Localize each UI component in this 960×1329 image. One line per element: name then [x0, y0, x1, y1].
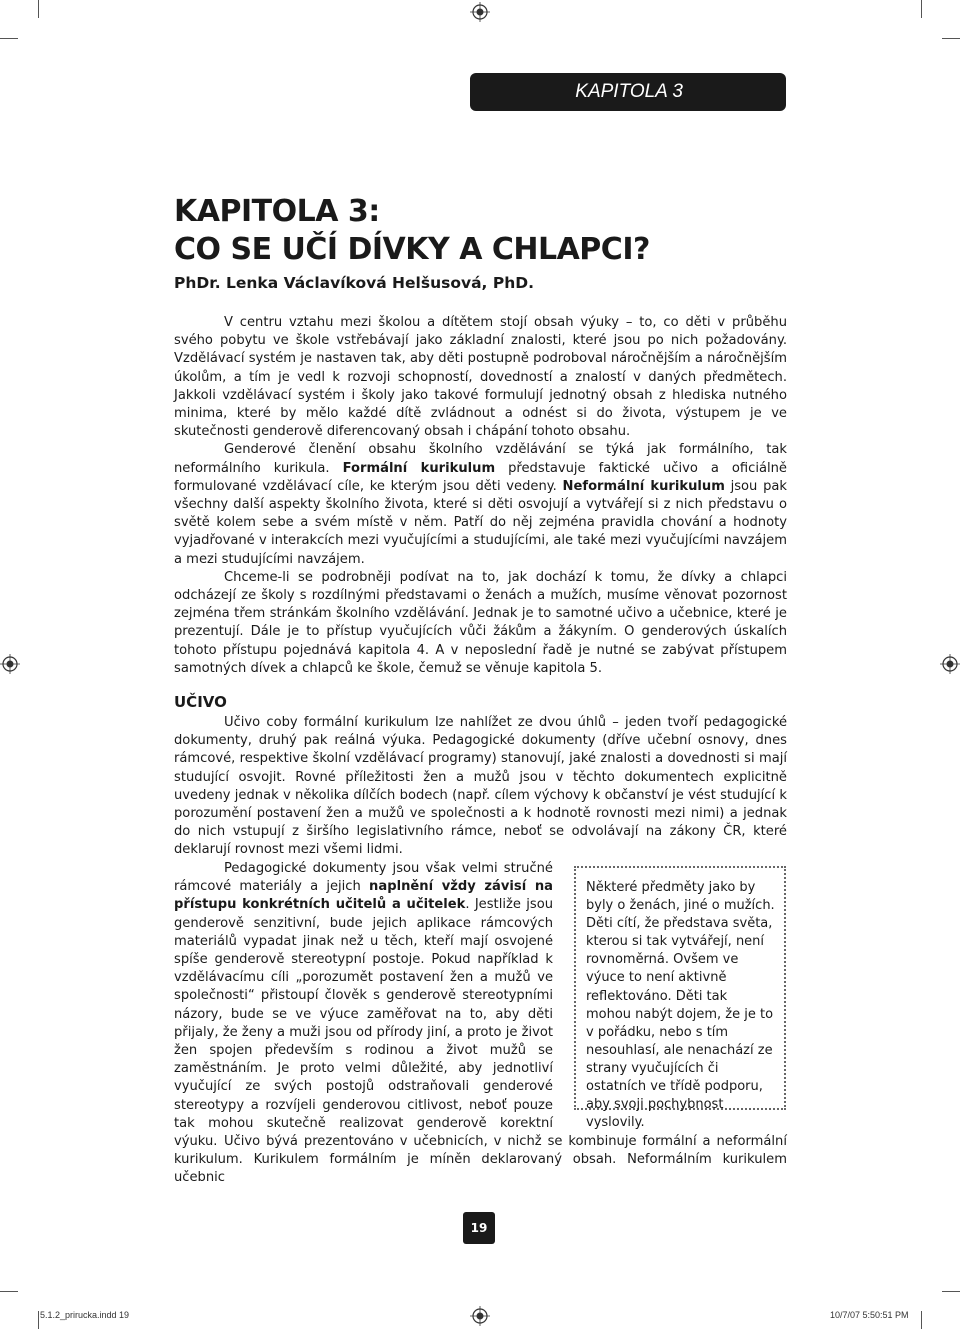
- chapter-title-line: CO SE UČÍ DÍVKY A CHLAPCI?: [174, 232, 650, 267]
- text-run: Genderové členění obsahu školního vzdělávání se týká jak formálního, tak neformálního kurikula.: [174, 442, 787, 476]
- paragraph: [174, 860, 553, 1151]
- registration-mark-icon: [0, 654, 20, 674]
- crop-mark: [0, 38, 18, 39]
- crop-mark: [942, 1291, 960, 1292]
- crop-mark: [942, 38, 960, 39]
- registration-mark-icon: [940, 654, 960, 674]
- paragraph: Učivo bývá prezentováno v učebnicích, v nichž se kombinuje formální a neformální kurikulum. Kurikulem formálním je míněn deklarovaný obsah. Neformálním kurikulem učebnic: [174, 1134, 787, 1186]
- section-text-narrow: [174, 860, 553, 1151]
- section-heading: UČIVO: [174, 693, 227, 711]
- crop-mark: [921, 1311, 922, 1329]
- paragraph: V centru vztahu mezi školou a dítětem stojí obsah výuky – to, co děti v průběhu svého pobytu ve škole vstřebávají jako základní znalosti, které jsou po nich požadovány. Vzdělávací systém je nastaven tak, aby děti postupně podroboval náročnějším a náročnějším úkolům, a tím je vedl k rozvoji schopností, dovedností a znalostí v daných předmětech. Jakkoli vzdělávací systém i školy jako takové formulují jednotný obsah z hlediska nutného minima, které by mělo každé dítě zvládnout a odnést si do života, výstupem je ve skutečnosti genderově diferencovaný obsah i chápání tohoto obsahu.: [174, 315, 787, 440]
- text-run: představuje faktické učivo a oficiálně formulované vzdělávací cíle, ke kterým jsou děti vedeny.: [174, 460, 787, 494]
- crop-mark: [0, 1291, 18, 1292]
- section-text: [174, 714, 787, 860]
- bold-term: naplnění vždy závisí na přístupu konkrétních učitelů a učitelek: [174, 879, 553, 913]
- registration-mark-icon: [470, 2, 490, 22]
- slug-file: 5.1.2_prirucka.indd 19: [40, 1310, 130, 1320]
- paragraph: Učivo coby formální kurikulum lze nahlížet ze dvou úhlů – jeden tvoří pedagogické dokumenty, druhý pak reálná výuka. Pedagogické dokumenty (dříve učební osnovy, dnes rámcové, respektive školní vzdělávací programy) stanovují, jaké znalosti a dovednosti si mají studující osvojit. Rovné příležitosti žen a mužů jsou v těchto dokumentech explicitně uvedeny jednak v několika dílčích bodech (např. cílem výchovy k občanství je vést studující k porozumění postavení žen a mužů ve společnosti a k hodnotě rovnosti mezi nimi) a jednak do nich vstupují z širšího legislativního rámce, neboť se odvolávají na zákony ČR, které deklarují rovnost mezi všemi lidmi.: [174, 715, 787, 858]
- text-run: jsou pak všechny další aspekty školního života, které si děti osvojují a vytvářejí si z nich představu o světě kolem sebe a svém místě v něm. Patří do něj zejména pravidla chování a hodnoty vyjadřované v interakcích mezi vyučujícími a studujícími, ale také mezi vyučujícími navzájem a mezi studujícími navzájem.: [174, 478, 787, 567]
- callout-box: [574, 866, 786, 1131]
- slug-date: 10/7/07 5:50:51 PM: [830, 1310, 909, 1320]
- registration-mark-icon: [470, 1306, 490, 1326]
- bold-term: Formální kurikulum: [342, 460, 496, 476]
- intro-text: [174, 314, 787, 678]
- bold-term: Neformální kurikulum: [562, 478, 725, 494]
- paragraph: Chceme-li se podrobněji podívat na to, jak dochází k tomu, že dívky a chlapci odcházejí ze školy s rozdílnými představami o ženách a mužích, musíme věnovat pozornost zejména třem stránkám školního vzdělávání. Jednak je to samotné učivo a učebnice, které je prezentují. Dále je to přístup vyučujících vůči žákům a žákyním. O genderových úskalích tohoto přístupu pojednává kapitola 4. A v neposlední řadě je nutné se zabývat přístupem samotných dívek a chlapců ke škole, čemuž se věnuje kapitola 5.: [174, 569, 787, 676]
- text-run: . Jestliže jsou genderově senzitivní, bude jejich aplikace rámcových materiálů vypadat jinak než u těch, kteří mají osvojené spíše genderově stereotypní postoje. Pokud například k vzdělávacímu cíli „porozumět postavení žen a mužů ve společnosti“ přistoupí člověk s genderově stereotypními názory, bude se ve výuce zaměřovat na to, aby děti přijaly, že ženy a muži jsou od přírody jiní, a proto je život žen spojen především s rodinou a život mužů se zaměstnáním. Je proto velmi důležité, aby jednotliví vyučující ze svých postojů odstraňovali genderové stereotypy a rozvíjeli genderovou citlivost, neboť pouze tak mohou skutečně realizovat genderově korektní výuku.: [174, 897, 553, 1150]
- text-run: Pedagogické dokumenty jsou však velmi stručné rámcové materiály a jejich: [174, 861, 553, 895]
- crop-mark: [38, 1311, 39, 1329]
- author-line: PhDr. Lenka Václavíková Helšusová, PhD.: [174, 274, 534, 292]
- chapter-title-line: KAPITOLA 3:: [174, 194, 380, 229]
- crop-mark: [921, 0, 922, 18]
- paragraph: [174, 441, 787, 568]
- chapter-title: [174, 193, 794, 269]
- callout-text: Některé předměty jako by byly o ženách, jiné o mužích. Děti cítí, že představa světa, kterou si tak vytvářejí, není rovnoměrná. Ovšem ve výuce to není aktivně reflektováno. Děti tak mohou nabýt dojem, že je to v pořádku, nebo s tím nesouhlasí, ale nenachází ze strany vyučujících či ostatních ve třídě podporu, aby svoji pochybnost vyslovily.: [586, 880, 775, 1131]
- crop-mark: [38, 0, 39, 18]
- page-number: 19: [463, 1212, 495, 1244]
- chapter-tab: KAPITOLA 3: [470, 73, 786, 111]
- section-text: [174, 1133, 787, 1188]
